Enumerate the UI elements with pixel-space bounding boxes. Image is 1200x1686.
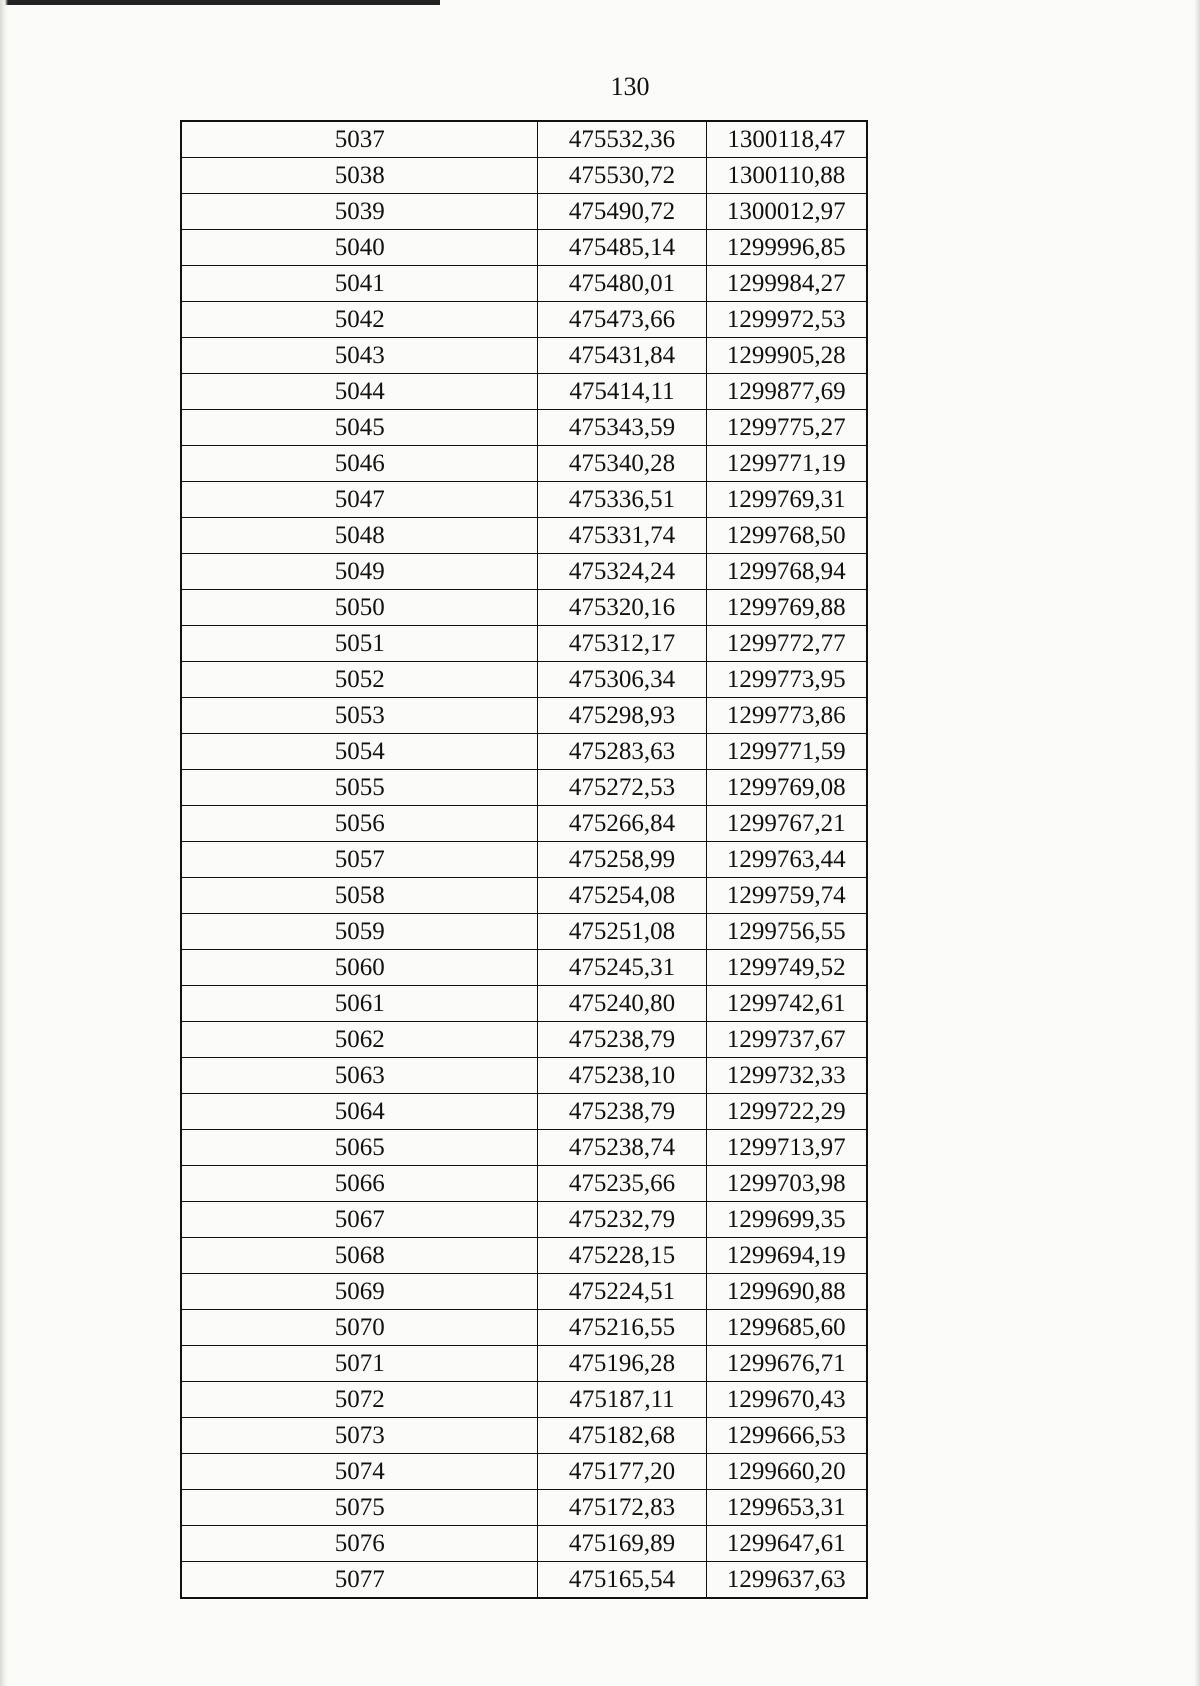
table-row xyxy=(181,950,867,986)
point-number-cell: 5065 xyxy=(181,1130,538,1166)
y-coordinate-cell: 1299732,33 xyxy=(706,1058,867,1094)
y-coordinate-cell: 1299749,52 xyxy=(706,950,867,986)
x-coordinate-cell: 475272,53 xyxy=(538,770,706,806)
table-row xyxy=(181,158,867,194)
y-coordinate-cell: 1300012,97 xyxy=(706,194,867,230)
table-row xyxy=(181,806,867,842)
table-row xyxy=(181,698,867,734)
table-row xyxy=(181,914,867,950)
y-coordinate-cell: 1299877,69 xyxy=(706,374,867,410)
y-coordinate-cell: 1299742,61 xyxy=(706,986,867,1022)
x-coordinate-cell: 475254,08 xyxy=(538,878,706,914)
x-coordinate-cell: 475414,11 xyxy=(538,374,706,410)
table-row xyxy=(181,1022,867,1058)
x-coordinate-cell: 475530,72 xyxy=(538,158,706,194)
y-coordinate-cell: 1299694,19 xyxy=(706,1238,867,1274)
table-row xyxy=(181,121,867,158)
y-coordinate-cell: 1299660,20 xyxy=(706,1454,867,1490)
y-coordinate-cell: 1299713,97 xyxy=(706,1130,867,1166)
y-coordinate-cell: 1300118,47 xyxy=(706,121,867,158)
table-row xyxy=(181,194,867,230)
table-row xyxy=(181,734,867,770)
table-row xyxy=(181,1274,867,1310)
point-number-cell: 5068 xyxy=(181,1238,538,1274)
point-number-cell: 5038 xyxy=(181,158,538,194)
point-number-cell: 5045 xyxy=(181,410,538,446)
y-coordinate-cell: 1299769,08 xyxy=(706,770,867,806)
table-row xyxy=(181,338,867,374)
y-coordinate-cell: 1299996,85 xyxy=(706,230,867,266)
x-coordinate-cell: 475431,84 xyxy=(538,338,706,374)
point-number-cell: 5057 xyxy=(181,842,538,878)
y-coordinate-cell: 1299772,77 xyxy=(706,626,867,662)
coordinates-table xyxy=(180,120,868,1599)
point-number-cell: 5040 xyxy=(181,230,538,266)
table-row xyxy=(181,1130,867,1166)
point-number-cell: 5056 xyxy=(181,806,538,842)
x-coordinate-cell: 475238,79 xyxy=(538,1022,706,1058)
x-coordinate-cell: 475196,28 xyxy=(538,1346,706,1382)
point-number-cell: 5037 xyxy=(181,121,538,158)
point-number-cell: 5049 xyxy=(181,554,538,590)
x-coordinate-cell: 475251,08 xyxy=(538,914,706,950)
table-row xyxy=(181,1346,867,1382)
point-number-cell: 5067 xyxy=(181,1202,538,1238)
y-coordinate-cell: 1299699,35 xyxy=(706,1202,867,1238)
point-number-cell: 5073 xyxy=(181,1418,538,1454)
x-coordinate-cell: 475320,16 xyxy=(538,590,706,626)
point-number-cell: 5058 xyxy=(181,878,538,914)
table-row xyxy=(181,986,867,1022)
x-coordinate-cell: 475340,28 xyxy=(538,446,706,482)
table-row xyxy=(181,1418,867,1454)
point-number-cell: 5039 xyxy=(181,194,538,230)
x-coordinate-cell: 475187,11 xyxy=(538,1382,706,1418)
x-coordinate-cell: 475245,31 xyxy=(538,950,706,986)
point-number-cell: 5046 xyxy=(181,446,538,482)
y-coordinate-cell: 1299653,31 xyxy=(706,1490,867,1526)
table-row xyxy=(181,302,867,338)
y-coordinate-cell: 1299775,27 xyxy=(706,410,867,446)
x-coordinate-cell: 475343,59 xyxy=(538,410,706,446)
table-row xyxy=(181,482,867,518)
table-row xyxy=(181,1058,867,1094)
point-number-cell: 5041 xyxy=(181,266,538,302)
x-coordinate-cell: 475216,55 xyxy=(538,1310,706,1346)
table-row xyxy=(181,1490,867,1526)
y-coordinate-cell: 1299773,95 xyxy=(706,662,867,698)
table-row xyxy=(181,518,867,554)
point-number-cell: 5042 xyxy=(181,302,538,338)
y-coordinate-cell: 1299670,43 xyxy=(706,1382,867,1418)
point-number-cell: 5048 xyxy=(181,518,538,554)
x-coordinate-cell: 475532,36 xyxy=(538,121,706,158)
table-row xyxy=(181,1454,867,1490)
x-coordinate-cell: 475232,79 xyxy=(538,1202,706,1238)
y-coordinate-cell: 1299768,50 xyxy=(706,518,867,554)
y-coordinate-cell: 1299767,21 xyxy=(706,806,867,842)
x-coordinate-cell: 475283,63 xyxy=(538,734,706,770)
x-coordinate-cell: 475306,34 xyxy=(538,662,706,698)
point-number-cell: 5069 xyxy=(181,1274,538,1310)
y-coordinate-cell: 1299905,28 xyxy=(706,338,867,374)
y-coordinate-cell: 1299773,86 xyxy=(706,698,867,734)
point-number-cell: 5074 xyxy=(181,1454,538,1490)
x-coordinate-cell: 475238,74 xyxy=(538,1130,706,1166)
table-row xyxy=(181,842,867,878)
x-coordinate-cell: 475490,72 xyxy=(538,194,706,230)
x-coordinate-cell: 475473,66 xyxy=(538,302,706,338)
y-coordinate-cell: 1299763,44 xyxy=(706,842,867,878)
point-number-cell: 5050 xyxy=(181,590,538,626)
table-row xyxy=(181,1382,867,1418)
point-number-cell: 5060 xyxy=(181,950,538,986)
table-row xyxy=(181,626,867,662)
x-coordinate-cell: 475480,01 xyxy=(538,266,706,302)
y-coordinate-cell: 1299984,27 xyxy=(706,266,867,302)
point-number-cell: 5062 xyxy=(181,1022,538,1058)
point-number-cell: 5072 xyxy=(181,1382,538,1418)
x-coordinate-cell: 475240,80 xyxy=(538,986,706,1022)
scan-left-edge xyxy=(0,0,8,1686)
y-coordinate-cell: 1299637,63 xyxy=(706,1562,867,1599)
y-coordinate-cell: 1299972,53 xyxy=(706,302,867,338)
x-coordinate-cell: 475224,51 xyxy=(538,1274,706,1310)
x-coordinate-cell: 475238,79 xyxy=(538,1094,706,1130)
table-row xyxy=(181,446,867,482)
point-number-cell: 5076 xyxy=(181,1526,538,1562)
point-number-cell: 5043 xyxy=(181,338,538,374)
y-coordinate-cell: 1299666,53 xyxy=(706,1418,867,1454)
point-number-cell: 5047 xyxy=(181,482,538,518)
point-number-cell: 5055 xyxy=(181,770,538,806)
x-coordinate-cell: 475258,99 xyxy=(538,842,706,878)
x-coordinate-cell: 475235,66 xyxy=(538,1166,706,1202)
x-coordinate-cell: 475298,93 xyxy=(538,698,706,734)
table-row xyxy=(181,662,867,698)
table-row xyxy=(181,1202,867,1238)
point-number-cell: 5059 xyxy=(181,914,538,950)
table-row xyxy=(181,590,867,626)
y-coordinate-cell: 1299647,61 xyxy=(706,1526,867,1562)
y-coordinate-cell: 1299771,19 xyxy=(706,446,867,482)
y-coordinate-cell: 1299769,31 xyxy=(706,482,867,518)
point-number-cell: 5051 xyxy=(181,626,538,662)
y-coordinate-cell: 1299690,88 xyxy=(706,1274,867,1310)
x-coordinate-cell: 475182,68 xyxy=(538,1418,706,1454)
point-number-cell: 5071 xyxy=(181,1346,538,1382)
x-coordinate-cell: 475331,74 xyxy=(538,518,706,554)
x-coordinate-cell: 475312,17 xyxy=(538,626,706,662)
x-coordinate-cell: 475485,14 xyxy=(538,230,706,266)
table-row xyxy=(181,230,867,266)
table-row xyxy=(181,1094,867,1130)
x-coordinate-cell: 475172,83 xyxy=(538,1490,706,1526)
table-row xyxy=(181,878,867,914)
y-coordinate-cell: 1299768,94 xyxy=(706,554,867,590)
x-coordinate-cell: 475177,20 xyxy=(538,1454,706,1490)
point-number-cell: 5077 xyxy=(181,1562,538,1599)
point-number-cell: 5054 xyxy=(181,734,538,770)
table-row xyxy=(181,1526,867,1562)
y-coordinate-cell: 1299756,55 xyxy=(706,914,867,950)
point-number-cell: 5052 xyxy=(181,662,538,698)
point-number-cell: 5066 xyxy=(181,1166,538,1202)
table-row xyxy=(181,1166,867,1202)
x-coordinate-cell: 475165,54 xyxy=(538,1562,706,1599)
point-number-cell: 5064 xyxy=(181,1094,538,1130)
x-coordinate-cell: 475238,10 xyxy=(538,1058,706,1094)
point-number-cell: 5053 xyxy=(181,698,538,734)
y-coordinate-cell: 1299722,29 xyxy=(706,1094,867,1130)
x-coordinate-cell: 475336,51 xyxy=(538,482,706,518)
y-coordinate-cell: 1299759,74 xyxy=(706,878,867,914)
y-coordinate-cell: 1299685,60 xyxy=(706,1310,867,1346)
point-number-cell: 5044 xyxy=(181,374,538,410)
y-coordinate-cell: 1300110,88 xyxy=(706,158,867,194)
x-coordinate-cell: 475266,84 xyxy=(538,806,706,842)
x-coordinate-cell: 475324,24 xyxy=(538,554,706,590)
scan-right-edge xyxy=(1194,0,1200,1686)
y-coordinate-cell: 1299771,59 xyxy=(706,734,867,770)
table-row xyxy=(181,1310,867,1346)
table-row xyxy=(181,554,867,590)
table-row xyxy=(181,374,867,410)
table-row xyxy=(181,410,867,446)
point-number-cell: 5075 xyxy=(181,1490,538,1526)
y-coordinate-cell: 1299676,71 xyxy=(706,1346,867,1382)
y-coordinate-cell: 1299703,98 xyxy=(706,1166,867,1202)
coordinates-table-body xyxy=(181,121,867,1598)
table-row xyxy=(181,1238,867,1274)
point-number-cell: 5070 xyxy=(181,1310,538,1346)
table-row xyxy=(181,770,867,806)
y-coordinate-cell: 1299737,67 xyxy=(706,1022,867,1058)
x-coordinate-cell: 475169,89 xyxy=(538,1526,706,1562)
table-row xyxy=(181,266,867,302)
scan-top-bar xyxy=(0,0,440,5)
y-coordinate-cell: 1299769,88 xyxy=(706,590,867,626)
x-coordinate-cell: 475228,15 xyxy=(538,1238,706,1274)
table-row xyxy=(181,1562,867,1599)
point-number-cell: 5061 xyxy=(181,986,538,1022)
point-number-cell: 5063 xyxy=(181,1058,538,1094)
page-number: 130 xyxy=(610,72,650,101)
